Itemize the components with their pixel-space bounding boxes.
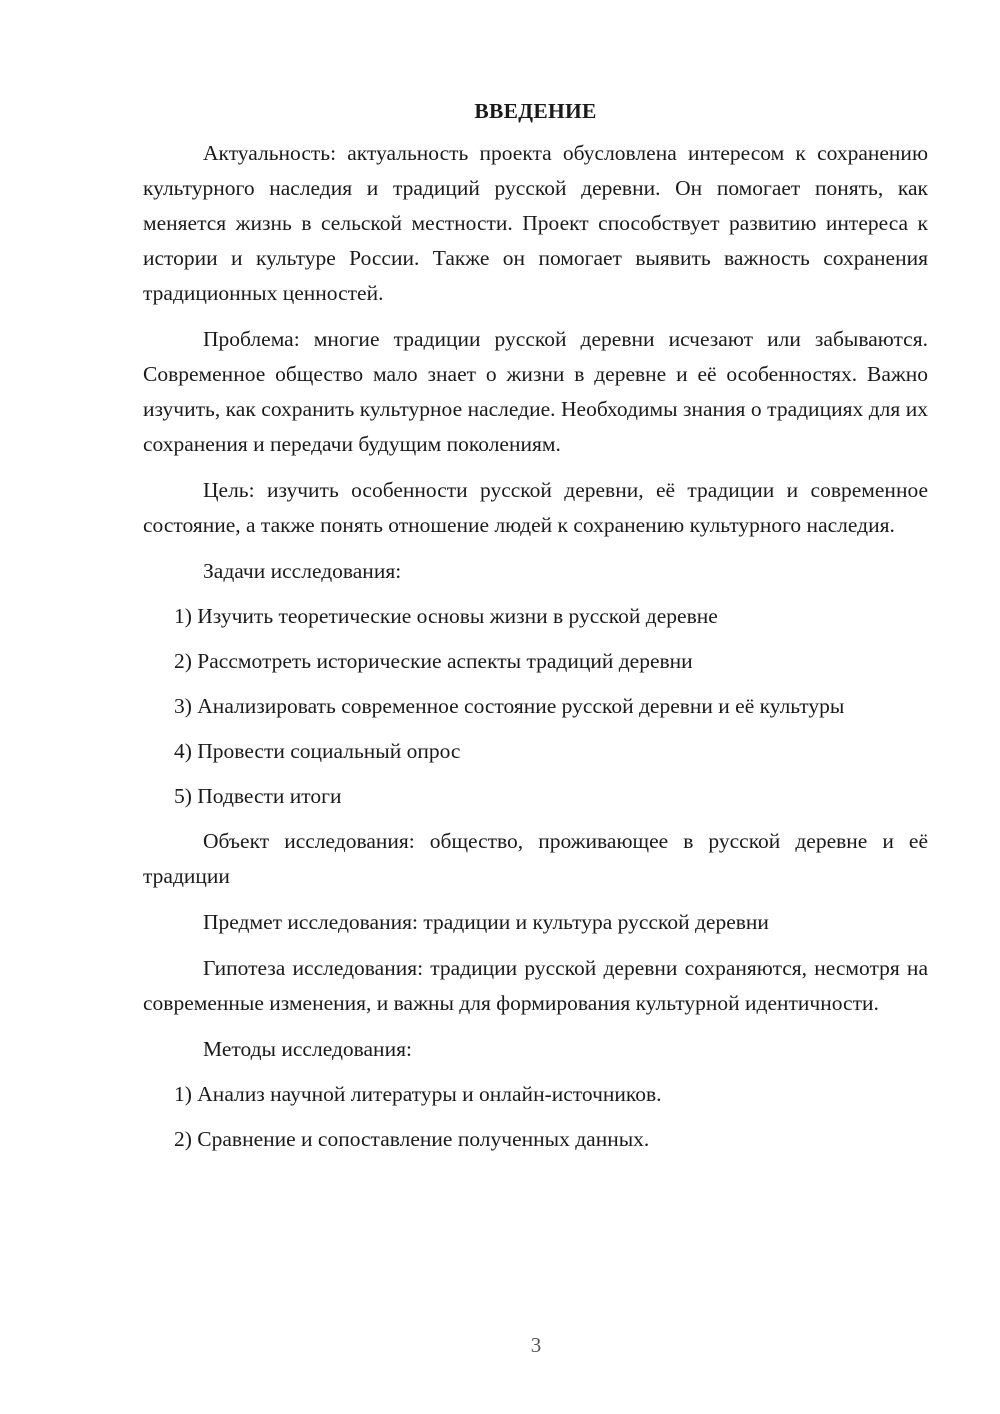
task-item: 5) Подвести итоги — [174, 784, 342, 808]
methods-title: Методы исследования: — [203, 1037, 412, 1061]
method-item: 1) Анализ научной литературы и онлайн-источников. — [174, 1082, 662, 1106]
document-page — [143, 96, 928, 1167]
hypothesis-paragraph: Гипотеза исследования: традиции русской деревни сохраняются, несмотря на современные изменения, и важны для формирования культурной идентичности. — [143, 956, 928, 1015]
goal-paragraph: Цель: изучить особенности русской деревни, её традиции и современное состояние, а также понять отношение людей к сохранению культурного наследия. — [143, 478, 928, 537]
subject-paragraph: Предмет исследования: традиции и культура русской деревни — [203, 910, 769, 934]
problem-paragraph: Проблема: многие традиции русской деревни исчезают или забываются. Современное общество мало знает о жизни в деревне и её особенностях. Важно изучить, как сохранить культурное наследие. Необходимы знания о традициях для их сохранения и передачи будущим поколениям. — [143, 327, 928, 456]
tasks-title: Задачи исследования: — [203, 559, 402, 583]
task-item: 2) Рассмотреть исторические аспекты традиций деревни — [174, 649, 693, 673]
task-item: 3) Анализировать современное состояние русской деревни и её культуры — [174, 694, 845, 718]
task-item: 4) Провести социальный опрос — [174, 739, 461, 763]
section-heading: ВВЕДЕНИЕ — [474, 99, 597, 123]
object-paragraph: Объект исследования: общество, проживающее в русской деревне и её традиции — [143, 829, 928, 888]
task-item: 1) Изучить теоретические основы жизни в русской деревне — [174, 604, 718, 628]
page-number: 3 — [530, 1333, 542, 1357]
relevance-paragraph: Актуальность: актуальность проекта обусловлена интересом к сохранению культурного наследия и традиций русской деревни. Он помогает понять, как меняется жизнь в сельской местности. Проект способствует развитию интереса к истории и культуре России. Также он помогает выявить важность сохранения традиционных ценностей. — [143, 141, 928, 305]
method-item: 2) Сравнение и сопоставление полученных данных. — [174, 1127, 650, 1151]
